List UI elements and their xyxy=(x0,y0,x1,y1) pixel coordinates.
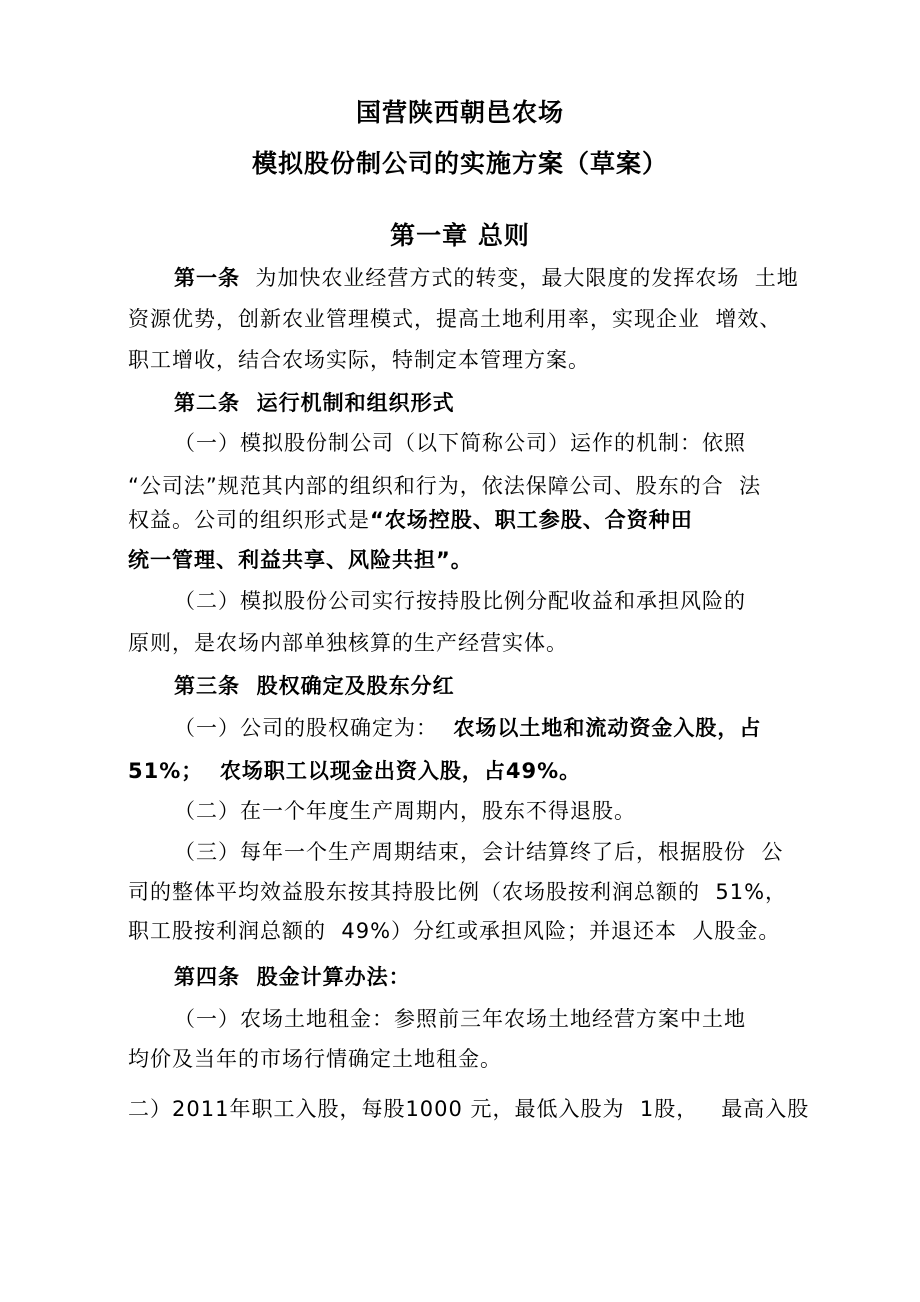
article1-label: 第一条 xyxy=(174,266,240,290)
article2-item2-line1: （二）模拟股份公司实行按持股比例分配收益和承担风险的 xyxy=(174,589,746,613)
article2-item2-line2: 原则，是农场内部单独核算的生产经营实体。 xyxy=(128,631,568,655)
article1-text-line2: 资源优势，创新农业管理模式，提高土地利用率，实现企业 增效、 xyxy=(128,307,782,331)
article2-item1-line1: （一）模拟股份制公司（以下简称公司）运作的机制：依照 xyxy=(174,431,746,455)
document-title-line1: 国营陕西朝邑农场 xyxy=(355,98,564,127)
article4-heading: 第四条 股金计算办法： xyxy=(174,965,411,989)
article1-text-line3: 职工增收，结合农场实际，特制定本管理方案。 xyxy=(128,348,590,372)
article2-item1-line4: 统一管理、利益共享、风险共担”。 xyxy=(128,548,473,572)
article2-heading: 第二条 运行机制和组织形式 xyxy=(174,391,455,415)
article2-item1-line2: “公司法”规范其内部的组织和行为，依法保障公司、股东的合 法 xyxy=(128,474,762,498)
article3-item3-line2: 司的整体平均效益股东按其持股比例（农场股按利润总额的 51%， xyxy=(128,880,788,904)
article4-item2-line1: 二）2011年职工入股，每股1000 元，最低入股为 1股， 最高入股 xyxy=(128,1097,810,1121)
article4-item1-line1: （一）农场土地租金：参照前三年农场土地经营方案中土地 xyxy=(174,1007,746,1031)
article2-item1-line3-bold: “农场控股、职工参股、合资种田 xyxy=(370,508,693,532)
article3-item3-line1: （三）每年一个生产周期结束，会计结算终了后，根据股份 公 xyxy=(174,840,784,864)
article1-text-line1: 为加快农业经营方式的转变，最大限度的发挥农场 土地 xyxy=(240,266,799,290)
article3-item1-line1 xyxy=(174,713,761,743)
article3-item1-plain: （一）公司的股权确定为： xyxy=(174,716,454,740)
article1-paragraph-line1 xyxy=(174,263,799,293)
article3-item3-line3: 职工股按利润总额的 49%）分红或承担风险；并退还本 人股金。 xyxy=(128,919,781,943)
chapter-heading: 第一章 总则 xyxy=(390,221,530,250)
article3-item1-bold: 农场以土地和流动资金入股，占 xyxy=(453,716,762,740)
article3-item2: （二）在一个年度生产周期内，股东不得退股。 xyxy=(174,799,636,823)
article2-item1-line3 xyxy=(128,505,693,535)
article2-item1-line3-plain: 权益。公司的组织形式是 xyxy=(128,508,370,532)
article3-heading: 第三条 股权确定及股东分红 xyxy=(174,674,455,698)
article4-item1-line2: 均价及当年的市场行情确定土地租金。 xyxy=(128,1047,502,1071)
document-title-line2: 模拟股份制公司的实施方案（草案） xyxy=(251,149,668,178)
article3-item1-line2: 51%； 农场职工以现金出资入股，占49%。 xyxy=(128,759,582,783)
